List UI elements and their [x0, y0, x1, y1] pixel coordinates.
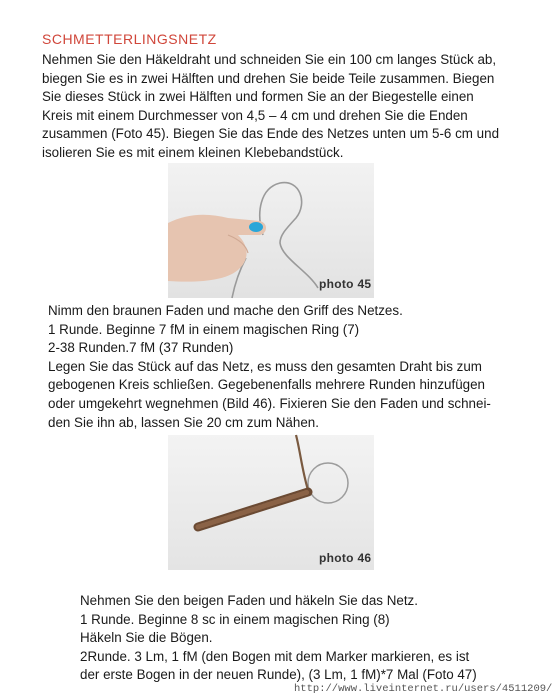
text-line: Häkeln Sie die Bögen.: [80, 630, 213, 646]
text-line: oder umgekehrt wegnehmen (Bild 46). Fixieren Sie den Faden und schnei-: [48, 395, 491, 411]
text-line: gebogenen Kreis schließen. Gegebenenfalls mehrere Runden hinzufügen: [48, 377, 485, 393]
paragraph-wire-instructions: [42, 51, 499, 163]
text-line: isolieren Sie es mit einem kleinen Klebebandstück.: [42, 144, 344, 160]
text-line: Nehmen Sie den beigen Faden und häkeln Sie das Netz.: [80, 593, 418, 608]
source-watermark: http://www.liveinternet.ru/users/4511209/: [294, 683, 552, 695]
text-line: zusammen (Foto 45). Biegen Sie das Ende des Netzes unten um 5-6 cm und: [42, 126, 500, 142]
text-line: Kreis mit einem Durchmesser von 4,5 – 4 cm und drehen Sie die Enden: [42, 107, 468, 123]
photo-46-caption: photo 46: [319, 551, 372, 565]
text-line: 1 Runde. Beginne 7 fM in einem magischen Ring (7): [48, 321, 360, 337]
paragraph-handle-instructions: [48, 302, 491, 432]
text-line: Legen Sie das Stück auf das Netz, es muss den gesamten Draht bis zum: [48, 358, 482, 374]
text-line: 1 Runde. Beginne 8 sc in einem magischen Ring (8): [80, 611, 390, 627]
text-line: den Sie ihn ab, lassen Sie 20 cm zum Nähen.: [48, 414, 319, 430]
text-line: der erste Bogen in der neuen Runde), (3 Lm, 1 fM)*7 Mal (Foto 47): [80, 667, 477, 683]
text-line: 2Runde. 3 Lm, 1 fM (den Bogen mit dem Marker markieren, es ist: [80, 648, 470, 664]
text-line: biegen Sie es in zwei Hälften und drehen Sie beide Teile zusammen. Biegen: [42, 70, 495, 86]
text-line: Nehmen Sie den Häkeldraht und schneiden Sie ein 100 cm langes Stück ab,: [42, 52, 497, 67]
section-heading: SCHMETTERLINGSNETZ: [42, 31, 217, 47]
net-handle-illustration: [168, 435, 374, 570]
text-line: Sie dieses Stück in zwei Hälften und formen Sie an der Biegestelle einen: [42, 89, 474, 105]
text-line: Nimm den braunen Faden und mache den Griff des Netzes.: [48, 303, 403, 318]
text-line: 2-38 Runden.7 fM (37 Runden): [48, 340, 234, 356]
paragraph-net-instructions: [80, 592, 477, 685]
photo-46-image: [168, 435, 374, 570]
photo-45-caption: photo 45: [319, 277, 372, 291]
